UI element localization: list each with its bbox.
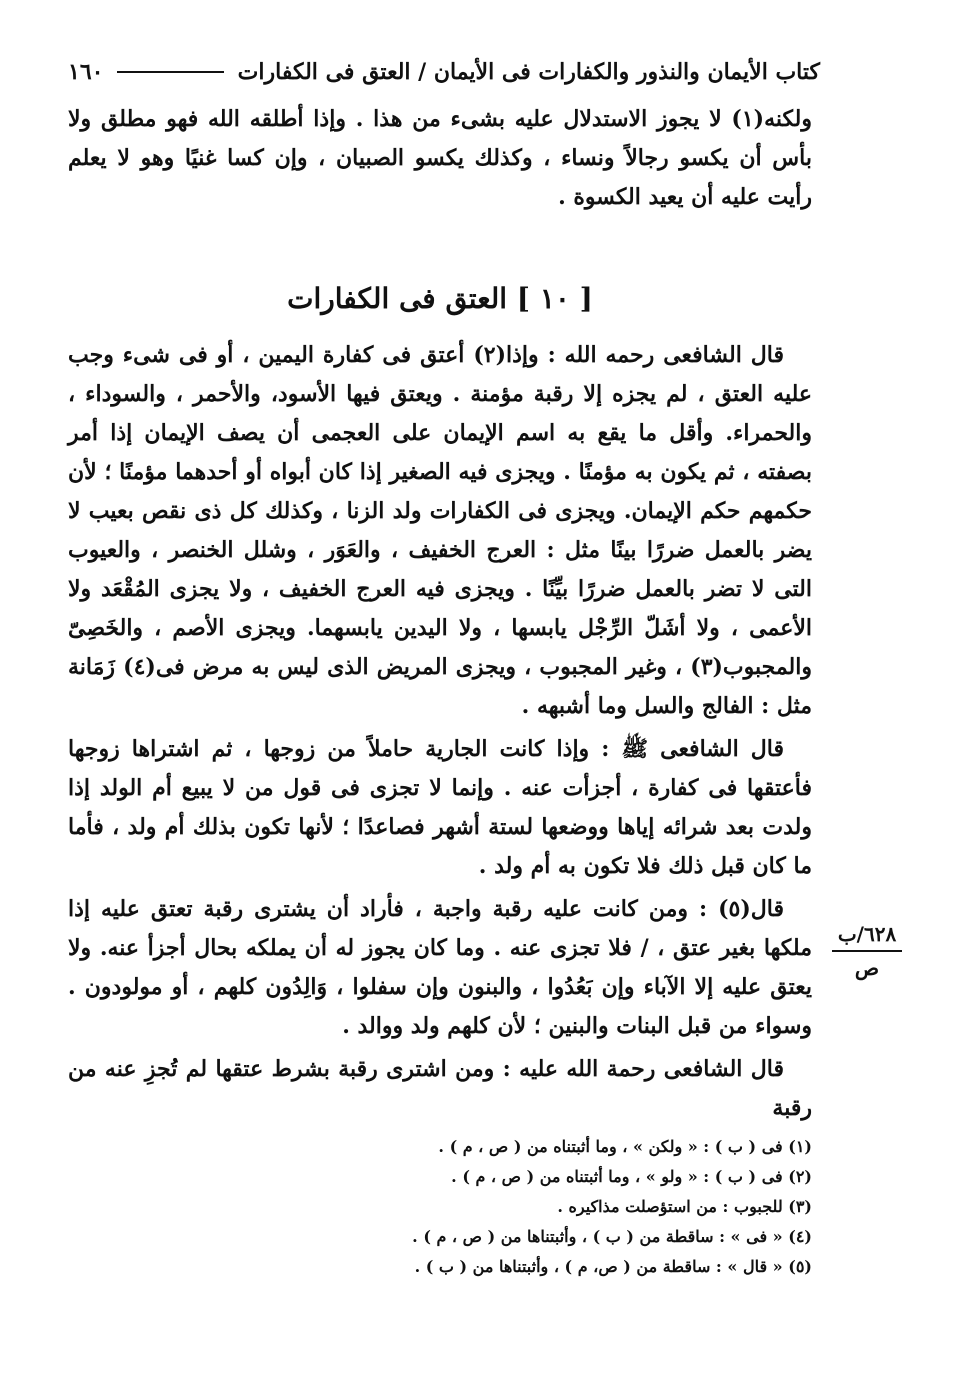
footnote: (٥) « قال » : ساقطة من ( ص، م ) ، وأثبتناها من ( ب ) . <box>414 1257 812 1276</box>
footnotes <box>300 1132 812 1282</box>
paragraph-lead: قال الشافعى <box>663 342 784 368</box>
running-title: كتاب الأيمان والنذور والكفارات فى الأيمان / العتق فى الكفارات <box>237 59 820 85</box>
footnote: (٤) « فى » : ساقطة من ( ب ) ، وأثبتناها من ( ص ، م ) . <box>412 1227 812 1246</box>
paragraph-text: رحمه الله : وإذا(٢) أعتق فى كفارة اليمين ، أو فى شىء وجب عليه العتق ، لم يجزه إلا رقبة مؤمنة . ويعتق فيها الأسود، والأحمر ، والسوداء ، والحمراء. وأقل ما يقع به اسم الإيمان على العجمى أن يصف الإيمان إذا أمر بصفته ، ثم يكون به مؤمنًا . ويجزى فيه الصغير إذا كان أبواه أو أحدهما مؤمنًا ؛ لأن حكمهم حكم الإيمان. ويجزى فى الكفارات ولد الزنا ، وكذلك كل ذى نقص بعيب لا يضر بالعمل ضررًا بينًا مثل : العرج الخفيف ، والعَوَر ، وشلل الخنصر ، والعيوب التى لا تضر بالعمل ضررًا بيِّنًا . ويجزى فيه العرج الخفيف ، ولا يجزى المُقْعَد ولا الأعمى ، ولا أشَلّ الرِّجْل يابسها ، ولا اليدين يابسهما. ويجزى الأصم ، والخَصِىّ والمجبوب(٣) ، وغير المجبوب ، ويجزى المريض الذى ليس به مرض فى(٤) زَمَانة مثل : الفالج والسل وما أشبهه . <box>68 342 812 719</box>
paragraph-text: : ومن كانت عليه رقبة واجبة ، فأراد أن يشترى رقبة تعتق عليه إذا ملكها بغير عتق ، / فلا تجزى عنه . وما كان يجوز له أن يملكه بحال أجزأ عنه. ولا يعتق عليه إلا الآباء وإن بَعُدُوا ، والبنون وإن سفلوا ، وَالِدُون كلهم ، أو مولودون . وسواء من قبل البنات والبنين ؛ لأن كلهم ولد ووالد . <box>68 896 812 1039</box>
header-rule <box>117 71 223 73</box>
paragraph <box>68 336 812 726</box>
footnote: (١) فى ( ب ) : « ولكن » ، وما أثبتناه من ( ص ، م ) . <box>438 1137 812 1156</box>
paragraph-lead: قال الشافعى ﷺ <box>621 736 784 762</box>
intro-paragraph <box>68 100 812 221</box>
footnote: (٢) فى ( ب ) : « ولو » ، وما أثبتناه من ( ص ، م ) . <box>451 1167 812 1186</box>
paragraph-lead: قال الشافعى <box>663 1056 785 1082</box>
paragraph <box>68 730 812 886</box>
section-heading: [ ١٠ ] العتق فى الكفارات <box>287 282 593 315</box>
folio-reference: ٦٢٨/ب <box>837 922 897 946</box>
paragraph-text: : وإذا كانت الجارية حاملاً من زوجها ، ثم اشتراها زوجها فأعتقها فى كفارة ، أجزأت عنه . وإنما لا تجزى فى قول من لا يبيع أم الولد إذا ولدت بعد شرائه إياها ووضعها لستة أشهر فصاعدًا ؛ لأنها تكون بذلك أم ولد ، فأما ما كان قبل ذلك فلا تكون به أم ولد . <box>68 736 812 879</box>
paragraph <box>68 1050 812 1128</box>
paragraph: ولكنه(١) لا يجوز الاستدلال عليه بشىء من هذا . وإذا أطلقه الله فهو مطلق ولا بأس أن يكسو رجالاً ونساء ، وكذلك يكسو الصبيان ، وإن كسا غنيًا وهو لا يعلم رأيت عليه أن يعيد الكسوة . <box>68 106 812 210</box>
running-header <box>68 52 820 92</box>
manuscript-siglum: ص <box>854 956 880 980</box>
margin-folio-note <box>832 922 902 980</box>
paragraph <box>68 890 812 1046</box>
paragraph-lead: قال(٥) <box>718 896 784 922</box>
footnote: (٣) للجبوب : من استؤصلت مذاكيره . <box>557 1197 812 1216</box>
margin-rule <box>832 950 902 952</box>
section-body <box>68 336 812 1132</box>
page-number: ١٦٠ <box>68 59 104 85</box>
paragraph-text: رحمة الله عليه : ومن اشترى رقبة بشرط عتقها لم تُجزِ عنه من رقبة <box>68 1056 812 1121</box>
